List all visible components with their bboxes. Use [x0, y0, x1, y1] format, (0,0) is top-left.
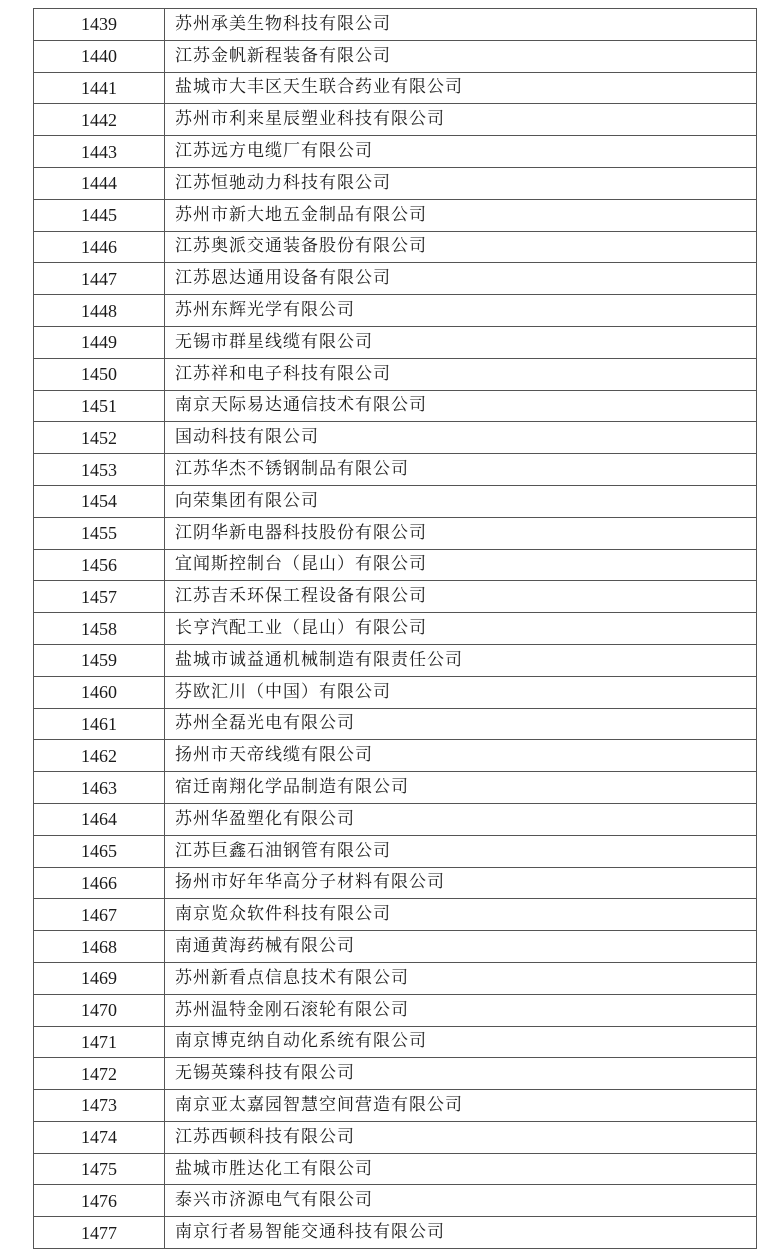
company-name-cell: 无锡市群星线缆有限公司	[165, 326, 757, 358]
row-number-cell: 1468	[34, 931, 165, 963]
table-row	[34, 803, 757, 835]
row-number-cell: 1459	[34, 644, 165, 676]
table-row	[34, 899, 757, 931]
row-number-cell: 1451	[34, 390, 165, 422]
row-number-cell: 1442	[34, 104, 165, 136]
company-name-cell: 南京博克纳自动化系统有限公司	[165, 1026, 757, 1058]
row-number-cell: 1441	[34, 72, 165, 104]
table-row	[34, 454, 757, 486]
company-name-cell: 宜闻斯控制台（昆山）有限公司	[165, 549, 757, 581]
company-name-cell: 江苏远方电缆厂有限公司	[165, 136, 757, 168]
row-number-cell: 1466	[34, 867, 165, 899]
table-row	[34, 676, 757, 708]
table-row	[34, 740, 757, 772]
company-name-cell: 江苏吉禾环保工程设备有限公司	[165, 581, 757, 613]
row-number-cell: 1458	[34, 613, 165, 645]
table-row	[34, 231, 757, 263]
row-number-cell: 1452	[34, 422, 165, 454]
row-number-cell: 1443	[34, 136, 165, 168]
table-row	[34, 40, 757, 72]
company-name-cell: 苏州温特金刚石滚轮有限公司	[165, 994, 757, 1026]
table-row	[34, 1185, 757, 1217]
company-name-cell: 苏州华盈塑化有限公司	[165, 803, 757, 835]
company-name-cell: 苏州承美生物科技有限公司	[165, 9, 757, 41]
row-number-cell: 1477	[34, 1217, 165, 1249]
company-name-cell: 盐城市大丰区天生联合药业有限公司	[165, 72, 757, 104]
row-number-cell: 1454	[34, 485, 165, 517]
table-row	[34, 1217, 757, 1249]
row-number-cell: 1449	[34, 326, 165, 358]
row-number-cell: 1471	[34, 1026, 165, 1058]
table-row	[34, 136, 757, 168]
company-name-cell: 南京览众软件科技有限公司	[165, 899, 757, 931]
company-name-cell: 芬欧汇川（中国）有限公司	[165, 676, 757, 708]
company-name-cell: 长亨汽配工业（昆山）有限公司	[165, 613, 757, 645]
table-row	[34, 104, 757, 136]
table-row	[34, 994, 757, 1026]
table-row	[34, 772, 757, 804]
table-row	[34, 1026, 757, 1058]
row-number-cell: 1473	[34, 1090, 165, 1122]
table-row	[34, 390, 757, 422]
row-number-cell: 1448	[34, 295, 165, 327]
row-number-cell: 1462	[34, 740, 165, 772]
company-name-cell: 向荣集团有限公司	[165, 485, 757, 517]
table-row	[34, 931, 757, 963]
row-number-cell: 1445	[34, 199, 165, 231]
company-name-cell: 扬州市天帝线缆有限公司	[165, 740, 757, 772]
row-number-cell: 1455	[34, 517, 165, 549]
company-name-cell: 江苏祥和电子科技有限公司	[165, 358, 757, 390]
row-number-cell: 1460	[34, 676, 165, 708]
row-number-cell: 1475	[34, 1153, 165, 1185]
table-row	[34, 867, 757, 899]
table-row	[34, 358, 757, 390]
company-name-cell: 南通黄海药械有限公司	[165, 931, 757, 963]
row-number-cell: 1474	[34, 1121, 165, 1153]
company-name-cell: 江苏西顿科技有限公司	[165, 1121, 757, 1153]
company-name-cell: 国动科技有限公司	[165, 422, 757, 454]
company-name-cell: 无锡英臻科技有限公司	[165, 1058, 757, 1090]
row-number-cell: 1465	[34, 835, 165, 867]
table-row	[34, 517, 757, 549]
row-number-cell: 1453	[34, 454, 165, 486]
row-number-cell: 1476	[34, 1185, 165, 1217]
table-row	[34, 1090, 757, 1122]
table-row	[34, 644, 757, 676]
row-number-cell: 1467	[34, 899, 165, 931]
row-number-cell: 1456	[34, 549, 165, 581]
company-name-cell: 盐城市胜达化工有限公司	[165, 1153, 757, 1185]
company-list-body	[34, 9, 757, 1249]
row-number-cell: 1439	[34, 9, 165, 41]
company-name-cell: 苏州全磊光电有限公司	[165, 708, 757, 740]
row-number-cell: 1469	[34, 962, 165, 994]
company-name-cell: 江苏金帆新程装备有限公司	[165, 40, 757, 72]
table-row	[34, 422, 757, 454]
company-name-cell: 苏州市利来星辰塑业科技有限公司	[165, 104, 757, 136]
company-name-cell: 苏州新看点信息技术有限公司	[165, 962, 757, 994]
row-number-cell: 1464	[34, 803, 165, 835]
company-name-cell: 江苏华杰不锈钢制品有限公司	[165, 454, 757, 486]
row-number-cell: 1450	[34, 358, 165, 390]
row-number-cell: 1457	[34, 581, 165, 613]
table-row	[34, 581, 757, 613]
company-name-cell: 江苏巨鑫石油钢管有限公司	[165, 835, 757, 867]
table-row	[34, 263, 757, 295]
table-row	[34, 326, 757, 358]
company-name-cell: 宿迁南翔化学品制造有限公司	[165, 772, 757, 804]
company-name-cell: 江苏恩达通用设备有限公司	[165, 263, 757, 295]
table-row	[34, 835, 757, 867]
table-row	[34, 708, 757, 740]
company-name-cell: 江阴华新电器科技股份有限公司	[165, 517, 757, 549]
company-name-cell: 南京行者易智能交通科技有限公司	[165, 1217, 757, 1249]
table-row	[34, 1058, 757, 1090]
row-number-cell: 1472	[34, 1058, 165, 1090]
row-number-cell: 1446	[34, 231, 165, 263]
table-row	[34, 1121, 757, 1153]
row-number-cell: 1463	[34, 772, 165, 804]
company-name-cell: 江苏恒驰动力科技有限公司	[165, 167, 757, 199]
table-row	[34, 485, 757, 517]
table-row	[34, 549, 757, 581]
company-name-cell: 南京亚太嘉园智慧空间营造有限公司	[165, 1090, 757, 1122]
row-number-cell: 1447	[34, 263, 165, 295]
company-name-cell: 南京天际易达通信技术有限公司	[165, 390, 757, 422]
company-name-cell: 扬州市好年华高分子材料有限公司	[165, 867, 757, 899]
company-name-cell: 泰兴市济源电气有限公司	[165, 1185, 757, 1217]
table-row	[34, 72, 757, 104]
table-row	[34, 199, 757, 231]
row-number-cell: 1440	[34, 40, 165, 72]
table-row	[34, 962, 757, 994]
company-list-table	[33, 8, 757, 1249]
company-name-cell: 盐城市诚益通机械制造有限责任公司	[165, 644, 757, 676]
table-row	[34, 9, 757, 41]
row-number-cell: 1444	[34, 167, 165, 199]
table-row	[34, 613, 757, 645]
company-name-cell: 江苏奥派交通装备股份有限公司	[165, 231, 757, 263]
row-number-cell: 1461	[34, 708, 165, 740]
table-row	[34, 1153, 757, 1185]
company-name-cell: 苏州东辉光学有限公司	[165, 295, 757, 327]
row-number-cell: 1470	[34, 994, 165, 1026]
table-row	[34, 295, 757, 327]
company-name-cell: 苏州市新大地五金制品有限公司	[165, 199, 757, 231]
table-row	[34, 167, 757, 199]
